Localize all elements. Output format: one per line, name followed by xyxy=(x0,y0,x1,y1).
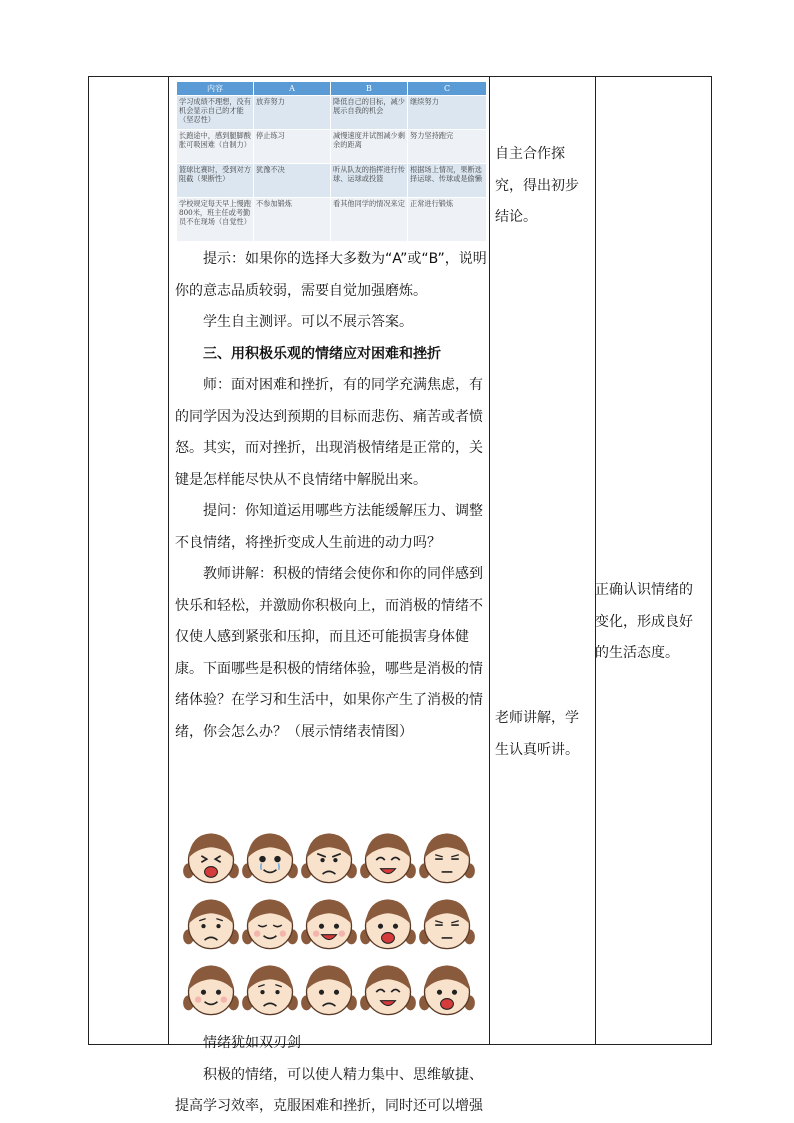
face-svg xyxy=(242,828,298,888)
emotion-face-smiling-icon xyxy=(181,957,240,1023)
header-content: 内容 xyxy=(177,82,254,96)
activity-note-top: 自主合作探究，得出初步结论。 xyxy=(495,146,579,225)
cell: 正常进行锻炼 xyxy=(408,198,487,242)
activity-note-bottom: 老师讲解，学生认真听讲。 xyxy=(495,710,579,758)
willpower-choice-table xyxy=(176,81,487,242)
teacher-paragraph: 师：面对困难和挫折，有的同学充满焦虑，有的同学因为没达到预期的目标而悲伤、痛苦或者愤怒。其实，而对挫折，出现消极情绪是正常的，关键是怎样能尽快从不良情绪中解脱出来。 xyxy=(175,377,483,488)
self-test-paragraph: 学生自主测评。可以不展示答案。 xyxy=(203,314,413,330)
emotion-face-crying-icon xyxy=(181,825,240,891)
cell: 减慢速度并试图减少剩余的距离 xyxy=(331,130,408,164)
emotion-face-worried-icon xyxy=(181,891,240,957)
cell: 放弃努力 xyxy=(254,96,331,130)
cell: 长跑途中，感到腿脚酸胀可吸困难（自制力） xyxy=(177,130,254,164)
emotion-face-happy-icon xyxy=(299,891,358,957)
emotion-face-laughing-icon xyxy=(358,825,417,891)
lesson-plan-table xyxy=(88,76,712,1114)
positive-emotion-paragraph: 积极的情绪，可以使人精力集中、思维敏捷、提高学习效率，克服困难和挫折，同时还可以增强 xyxy=(175,1066,483,1114)
emotion-face-shocked-icon xyxy=(358,891,417,957)
face-svg xyxy=(301,894,357,954)
hint-paragraph: 提示：如果你的选择大多数为“A”或“B”，说明你的意志品质较弱，需要自觉加强磨炼。 xyxy=(175,251,487,299)
emotion-face-sad-icon xyxy=(240,957,299,1023)
face-svg xyxy=(183,894,239,954)
emotion-face-angry-icon xyxy=(299,825,358,891)
face-svg xyxy=(419,894,475,954)
cell: 降低自己的目标，减少展示自我的机会 xyxy=(331,96,408,130)
emotion-face-annoyed-icon xyxy=(417,825,476,891)
face-svg xyxy=(301,828,357,888)
face-svg xyxy=(419,828,475,888)
lesson-lower-text xyxy=(175,1028,487,1123)
face-svg xyxy=(183,828,239,888)
cell: 听从队友的指挥进行传球、运球或投篮 xyxy=(331,164,408,198)
face-svg xyxy=(242,960,298,1020)
emotion-face-shy-icon xyxy=(240,891,299,957)
cell: 篮球比赛时，受到对方阻截（果断性） xyxy=(177,164,254,198)
cell: 学习成绩不理想，没有机会显示自己的才能（坚忍性） xyxy=(177,96,254,130)
face-svg xyxy=(419,960,475,1020)
cell: 学校规定每天早上慢跑800米，班主任或考勤员不在现场（自觉性） xyxy=(177,198,254,242)
cell: 根据场上情况，果断选择运球、传球或是偷懒 xyxy=(408,164,487,198)
table-row xyxy=(177,96,487,130)
emotion-face-teary-icon xyxy=(240,825,299,891)
face-svg xyxy=(360,828,416,888)
header-a: A xyxy=(254,82,331,96)
emotion-face-grinning-icon xyxy=(358,957,417,1023)
cell: 看其他同学的情况来定 xyxy=(331,198,408,242)
cell: 不参加锻炼 xyxy=(254,198,331,242)
column-content xyxy=(169,77,490,1114)
section-heading: 三、用积极乐观的情绪应对困难和挫折 xyxy=(203,345,441,362)
face-svg xyxy=(183,960,239,1020)
cell: 犹豫不决 xyxy=(254,164,331,198)
header-c: C xyxy=(408,82,487,96)
emotion-face-pouting-icon xyxy=(299,957,358,1023)
lecture-paragraph: 教师讲解：积极的情绪会使你和你的同伴感到快乐和轻松，并激励你积极向上，而消极的情绪不仅使人感到紧张和压抑，而且还可能损害身体健康。下面哪些是积极的情绪体验，哪些是消极的情绪体验？在学习和生活中，如果你产生了消极的情绪，你会怎么办？（展示情绪表情图） xyxy=(175,566,483,740)
face-svg xyxy=(360,960,416,1020)
lesson-body-text xyxy=(175,244,487,748)
emotion-face-scared-icon xyxy=(417,957,476,1023)
emotion-face-irritated-icon xyxy=(417,891,476,957)
double-edged-paragraph: 情绪犹如双刃剑 xyxy=(203,1035,301,1051)
table-row xyxy=(177,198,487,242)
emotion-faces-grid xyxy=(181,825,477,1021)
face-svg xyxy=(242,894,298,954)
face-svg xyxy=(360,894,416,954)
table-row xyxy=(177,130,487,164)
cell: 继续努力 xyxy=(408,96,487,130)
question-paragraph: 提问：你知道运用哪些方法能缓解压力、调整不良情绪，将挫折变成人生前进的动力吗？ xyxy=(175,503,483,551)
cell: 努力坚持跑完 xyxy=(408,130,487,164)
cell: 停止练习 xyxy=(254,130,331,164)
header-b: B xyxy=(331,82,408,96)
column-goal xyxy=(596,77,712,1045)
table-row xyxy=(177,164,487,198)
column-empty xyxy=(89,77,169,1045)
face-svg xyxy=(301,960,357,1020)
goal-note: 正确认识情绪的变化，形成良好的生活态度。 xyxy=(595,582,693,661)
